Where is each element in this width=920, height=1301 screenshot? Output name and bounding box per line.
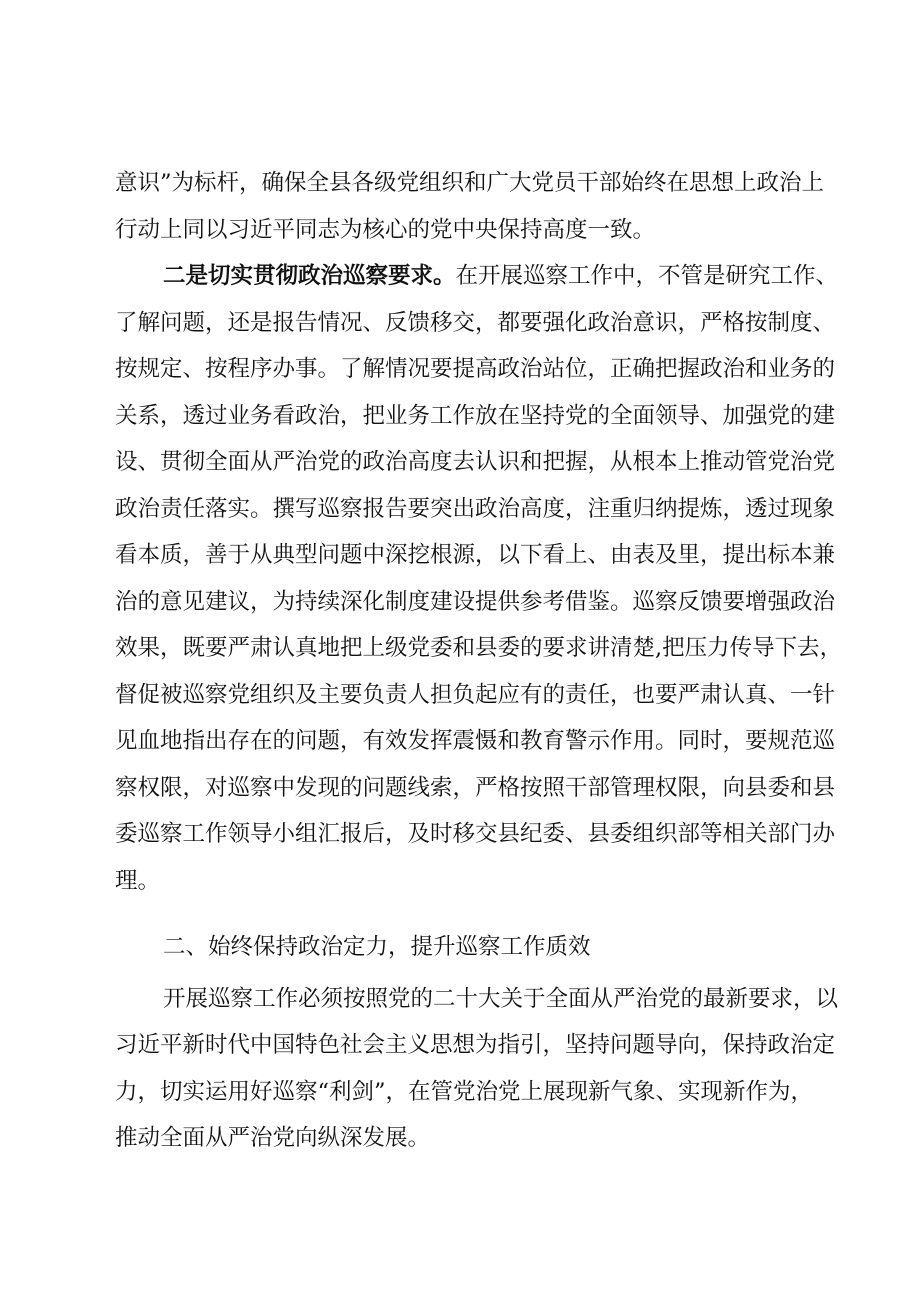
text-line: 理。	[115, 867, 161, 894]
text-line: 政治责任落实。撰写巡察报告要突出政治高度，注重归纳提炼，透过现象	[115, 495, 836, 522]
paragraph-1	[115, 160, 825, 253]
text-line: 效果，既要严肃认真地把上级党委和县委的要求讲清楚,把压力传导下去，	[115, 635, 843, 661]
text-line: 治的意见建议，为持续深化制度建设提供参考借鉴。巡察反馈要增强政治	[115, 588, 836, 615]
paragraph-2	[115, 253, 843, 904]
text-line: 力，切实运用好巡察“利剑”，在管党治党上展现新气象、实现新作为，	[115, 1078, 814, 1105]
text-line: 委巡察工作领导小组汇报后，及时移交县纪委、县委组织部等相关部门办	[115, 821, 836, 847]
document-body	[115, 160, 843, 1162]
text-line: 督促被巡察党组织及主要负责人担负起应有的责任，也要严肃认真、一针	[115, 681, 836, 708]
text-line: 意识”为标杆，确保全县各级党组织和广大党员干部始终在思想上政治上	[115, 170, 825, 196]
text-line: 开展巡察工作必须按照党的二十大关于全面从严治党的最新要求，以	[163, 985, 839, 1012]
text-line	[115, 253, 839, 300]
text-line: 行动上同以习近平同志为核心的党中央保持高度一致。	[115, 216, 656, 243]
text-line: 见血地指出存在的问题，有效发挥震慑和教育警示作用。同时，要规范巡	[115, 728, 836, 754]
section-heading: 二、始终保持政治定力，提升巡察工作质效	[163, 934, 591, 960]
text-line: 关系，透过业务看政治，把业务工作放在坚持党的全面领导、加强党的建	[115, 402, 836, 429]
text-line: 了解问题，还是报告情况、反馈移交，都要强化政治意识，严格按制度、	[115, 309, 836, 336]
text-line: 推动全面从严治党向纵深发展。	[115, 1125, 431, 1151]
text-line: 看本质，善于从典型问题中深挖根源，以下看上、由表及里，提出标本兼	[115, 542, 836, 568]
text-line: 习近平新时代中国特色社会主义思想为指引，坚持问题导向，保持政治定	[115, 1032, 836, 1058]
text-line: 设、贯彻全面从严治党的政治高度去认识和把握，从根本上推动管党治党	[115, 449, 836, 475]
text-fragment: 在开展巡察工作中，不管是研究工作、	[455, 263, 839, 289]
text-line: 按规定、按程序办事。了解情况要提高政治站位，正确把握政治和业务的	[115, 356, 836, 382]
paragraph-3	[115, 976, 839, 1162]
text-line: 察权限，对巡察中发现的问题线索，严格按照干部管理权限，向县委和县	[115, 774, 836, 801]
bold-lead-text: 二是切实贯彻政治巡察要求。	[163, 263, 456, 289]
